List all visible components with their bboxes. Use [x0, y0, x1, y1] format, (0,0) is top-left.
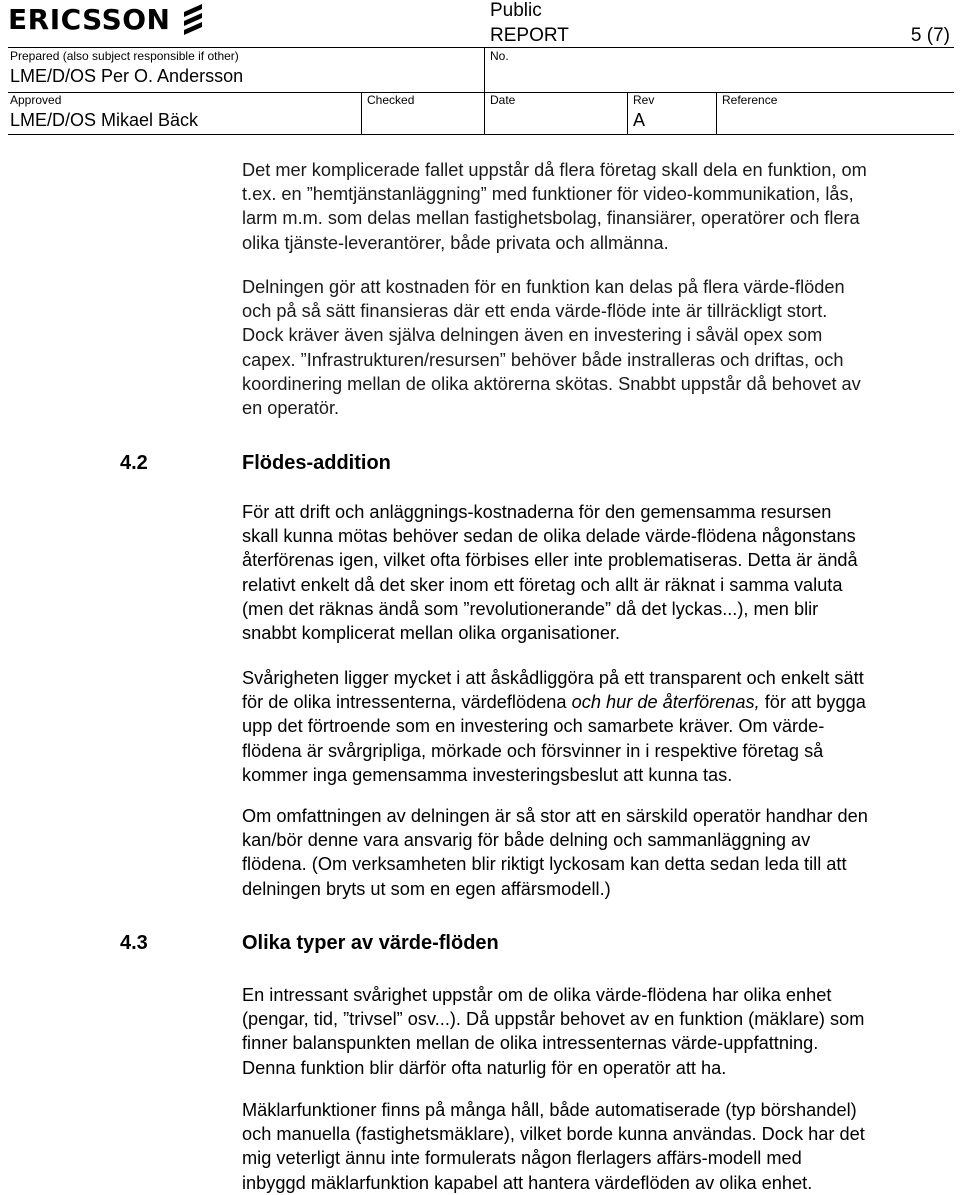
- text-line: Delningen gör att kostnaden för en funktion kan delas på flera värde-flöden: [242, 277, 845, 297]
- header-divider-2: [8, 92, 954, 93]
- italic-text-run: och hur de återförenas,: [571, 692, 760, 713]
- text-line: koordinering mellan de olika aktörerna skötas. Snabbt uppstår då behovet av: [242, 373, 861, 394]
- text-line: flödena. (Om verksamheten blir riktigt lyckosam kan detta sedan leda till att: [242, 854, 847, 875]
- paragraph-flow-addition: [242, 500, 954, 645]
- text-line: För att drift och anläggnings-kostnaderna för den gemensamma resursen: [242, 502, 832, 522]
- paragraph-broker-functions: [242, 1098, 954, 1195]
- section-number-4-2: 4.2: [120, 452, 148, 474]
- text-line: snabbt komplicerat mellan olika organisationer.: [242, 623, 621, 644]
- classification: Public: [490, 0, 542, 21]
- text-line: finner balanspunkten mellan de olika intressenternas värde-uppfattning.: [242, 1033, 819, 1054]
- text-line: Det mer komplicerade fallet uppstår då flera företag skall dela en funktion, om: [242, 160, 867, 180]
- company-logo: [8, 2, 206, 36]
- approved-value: LME/D/OS Mikael Bäck: [10, 110, 199, 130]
- text-line: kan/bör denne vara ansvarig för både delning och sammanläggning av: [242, 830, 811, 851]
- rev-label: Rev: [633, 93, 655, 107]
- document-type: REPORT: [490, 25, 569, 46]
- header-divider-1: [8, 47, 954, 48]
- header-vdivider-5: [716, 92, 717, 134]
- reference-label: Reference: [722, 93, 778, 107]
- text-line: och manuella (fastighetsmäklare), vilket borde kunna användas. Dock har det: [242, 1124, 865, 1145]
- text-line: flödena är svårgripliga, mörkade och försvinner in i respektive företag så: [242, 740, 824, 761]
- text-line: Svårigheten ligger mycket i att åskådliggöra på ett transparent och enkelt sätt: [242, 668, 864, 688]
- paragraph-sharing-cost: [242, 275, 954, 420]
- header-divider-3: [8, 134, 954, 135]
- text-line: upp det förtroende som en investering och samarbete kräver. Om värde-: [242, 716, 825, 737]
- text-line: Mäklarfunktioner finns på många håll, både automatiserade (typ börshandel): [242, 1100, 857, 1120]
- text-line: En intressant svårighet uppstår om de olika värde-flödena har olika enhet: [242, 985, 832, 1005]
- rev-value: A: [633, 110, 646, 130]
- page-number: 5 (7): [910, 25, 950, 46]
- text-run: för de olika intressenterna, värdeflödena: [242, 692, 572, 713]
- text-line: och på så sätt finansieras där ett enda värde-flöde inte är tillräckligt stort.: [242, 301, 828, 322]
- date-label: Date: [490, 93, 516, 107]
- text-run: för att bygga: [759, 692, 866, 713]
- text-line: kommer inga gemensamma investeringsbeslut att kunna tas.: [242, 764, 733, 785]
- text-line: Denna funktion blir därför ofta naturlig för en operatör att ha.: [242, 1057, 727, 1078]
- text-line: t.ex. en ”hemtjänstanläggning” med funktioner för video-kommunikation, lås,: [242, 184, 854, 205]
- section-title-4-2: Flödes-addition: [242, 452, 391, 474]
- paragraph-value-flow-types: [242, 983, 954, 1080]
- text-line: capex. ”Infrastrukturen/resursen” behöver både instralleras och driftas, och: [242, 349, 844, 370]
- text-line: Dock kräver även själva delningen även en investering i såväl opex som: [242, 325, 823, 346]
- paragraph-shared-function: [242, 158, 954, 255]
- number-label: No.: [490, 49, 509, 63]
- text-line: (men det räknas ändå som ”revolutionerande” då det lyckas...), men blir: [242, 598, 819, 619]
- section-title-4-3: Olika typer av värde-flöden: [242, 932, 499, 954]
- text-line: skall kunna mötas behöver sedan de olika delade värde-flödena någonstans: [242, 526, 856, 547]
- header-vdivider-2: [361, 92, 362, 134]
- section-number-4-3: 4.3: [120, 932, 148, 954]
- checked-label: Checked: [367, 93, 415, 107]
- text-line: återförenas igen, vilket ofta förbises eller inte problematiseras. Detta är ändå: [242, 550, 858, 571]
- prepared-label: Prepared (also subject responsible if other): [10, 49, 239, 63]
- header-vdivider-1: [484, 47, 485, 92]
- text-line: inbyggd mäklarfunktion kapabel att hantera värdeflöden av olika enhet.: [242, 1172, 813, 1193]
- text-line: [242, 690, 954, 714]
- header-vdivider-4: [627, 92, 628, 134]
- prepared-value: LME/D/OS Per O. Andersson: [10, 66, 244, 86]
- text-line: Om omfattningen av delningen är så stor att en särskild operatör handhar den: [242, 806, 868, 826]
- text-line: mig veterligt ännu inte formulerats någon flerlagers affärs-modell med: [242, 1148, 802, 1169]
- approved-label: Approved: [10, 93, 62, 107]
- ericsson-logo-mark-icon: [180, 2, 206, 36]
- text-line: olika tjänste-leverantörer, både privata och allmänna.: [242, 232, 669, 253]
- paragraph-difficulty: [242, 666, 954, 787]
- text-line: relativt enkelt då det sker inom ett företag och allt är räknat i samma valuta: [242, 574, 843, 595]
- text-line: (pengar, tid, ”trivsel” osv...). Då uppstår behovet av en funktion (mäklare) som: [242, 1009, 865, 1030]
- text-line: en operatör.: [242, 398, 340, 419]
- paragraph-operator-scope: [242, 804, 954, 901]
- text-line: delningen bryts ut som en egen affärsmodell.): [242, 878, 611, 899]
- text-line: larm m.m. som delas mellan fastighetsbolag, finansiärer, operatörer och flera: [242, 208, 860, 229]
- header-vdivider-3: [484, 92, 485, 134]
- logo-wordmark: ERICSSON: [8, 2, 171, 36]
